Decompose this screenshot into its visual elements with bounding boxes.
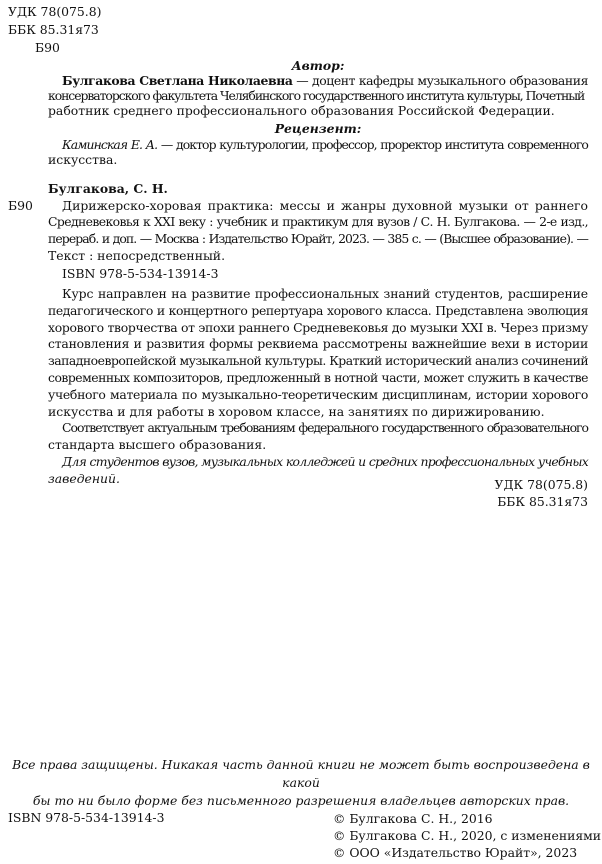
abstract-line-4: становления и развития формы реквиема рассмотрены важнейшие вехи в истории [48,336,588,352]
reviewer-line-1 [48,137,588,152]
bbk-code-right: ББК 85.31я73 [497,494,588,509]
author-line-1 [48,73,588,88]
copyright-line-1: © Булгакова С. Н., 2016 [333,811,493,826]
audience-line-2: заведений. [48,470,120,486]
abstract-line-3: хорового творчества от эпохи раннего Средневековья до музыки XXI в. Через призму [48,319,588,335]
abstract-line-2: педагогического и концертного репертуара хорового класса. Представлена эволюция [48,302,588,318]
author-name: Булгакова Светлана Николаевна [62,73,293,88]
catalog-desc-2: Средневековья к XXI веку : учебник и практикум для вузов / С. Н. Булгакова. — 2-е изд., [48,214,588,229]
catalog-description [48,198,588,264]
abstract-line-7: учебного материала по музыкально-теоретическим дисциплинам, истории хорового [48,386,588,402]
rights-line-2: бы то ни было форме без письменного разрешения владельцев авторских прав. [32,793,570,808]
reviewer-desc-1: — доктор культурологии, профессор, проректор института современного [157,137,588,152]
copyright-block [333,810,601,861]
footer-isbn: ISBN 978-5-534-13914-3 [8,810,165,825]
rights-notice [10,756,592,810]
bbk-code: ББК 85.31я73 [8,22,99,37]
author-desc-2: консерваторского факультета Челябинского государственного института культуры, Почетный [48,88,585,103]
reviewer-desc-2: искусства. [48,152,118,167]
abstract-line-5: западноевропейской музыкальной культуры. Краткий исторический анализ сочинений [48,353,589,369]
author-desc-1: — доцент кафедры музыкального образования [292,73,588,88]
abstract-line-1: Курс направлен на развитие профессиональных знаний студентов, расширение [62,286,588,301]
reviewer-name: Каминская Е. А. [62,137,158,152]
catalog-mark: Б90 [8,198,33,213]
standard-line-2: стандарта высшего образования. [48,437,267,453]
rights-line-1: Все права защищены. Никакая часть данной книги не может быть воспроизведена в какой [12,757,590,790]
abstract [48,286,588,488]
abstract-line-8: искусства и для работы в хоровом классе, на занятиях по дирижированию. [48,403,545,419]
catalog-desc-1: Дирижерско-хоровая практика: мессы и жанры духовной музыки от раннего [62,198,588,213]
catalog-author-heading: Булгакова, С. Н. [48,181,168,196]
author-block [48,73,588,118]
udk-code: УДК 78(075.8) [8,4,102,19]
copyright-line-2: © Булгакова С. Н., 2020, с изменениями [333,828,602,843]
reviewer-heading: Рецензент: [274,121,362,136]
reviewer-block [48,137,588,167]
author-heading: Автор: [291,58,345,73]
catalog-isbn: ISBN 978-5-534-13914-3 [62,266,219,281]
author-desc-3: работник среднего профессионального образования Российской Федерации. [48,103,555,118]
author-mark: Б90 [35,40,60,55]
catalog-desc-3: перераб. и доп. — Москва : Издательство Юрайт, 2023. — 385 с. — (Высшее образование). — [48,231,588,246]
audience-line-1: Для студентов вузов, музыкальных колледжей и средних профессиональных учебных [62,453,588,469]
udk-code-right: УДК 78(075.8) [494,477,588,492]
catalog-desc-4: Текст : непосредственный. [48,248,226,263]
standard-line-1: Соответствует актуальным требованиям федерального государственного образовательного [62,420,588,436]
copyright-line-3: © ООО «Издательство Юрайт», 2023 [333,845,578,860]
abstract-line-6: современных композиторов, предложенный в нотной части, может служить в качестве [48,369,588,385]
